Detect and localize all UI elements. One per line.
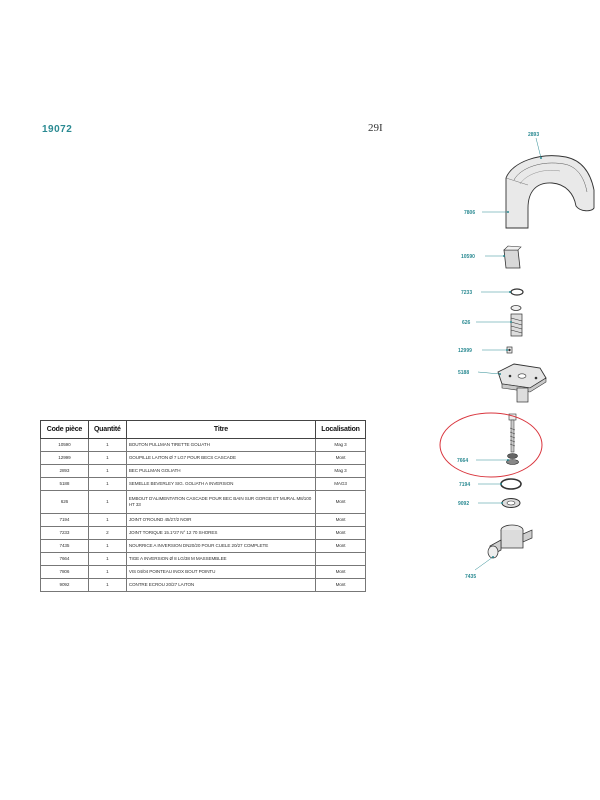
oring-part — [511, 289, 523, 295]
header-quantity: Quantité — [88, 421, 126, 439]
svg-text:7194: 7194 — [459, 482, 471, 488]
cell-qty: 2 — [88, 527, 126, 540]
callout-7233 — [461, 290, 511, 296]
cell-title: CONTRE ECROU 20/27 LAITON — [126, 579, 315, 592]
diverter-stem-part — [507, 414, 519, 465]
spout-part — [506, 156, 594, 228]
cell-code: 2893 — [41, 465, 89, 478]
callout-7435 — [465, 556, 494, 580]
header-title: Titre — [126, 421, 315, 439]
callout-2893 — [528, 132, 542, 159]
svg-text:7664: 7664 — [457, 458, 469, 464]
header-code: Code pièce — [41, 421, 89, 439]
svg-text:7435: 7435 — [465, 574, 477, 580]
cell-qty: 1 — [88, 553, 126, 566]
cell-title: EMBOUT D'ALIMENTATION CASCADE POUR BEC BAIN SUR GORGE ET MURAL M8/100 HT 33 — [126, 491, 315, 514]
cell-qty: 1 — [88, 514, 126, 527]
callout-626 — [462, 320, 512, 326]
cell-code: 12999 — [41, 452, 89, 465]
svg-text:626: 626 — [462, 320, 471, 326]
cell-location: Mont — [316, 514, 366, 527]
svg-text:7806: 7806 — [464, 210, 476, 216]
svg-text:9092: 9092 — [458, 501, 470, 507]
cell-title: JOINT O'ROUND 45/27/2 NOIR — [126, 514, 315, 527]
svg-text:7233: 7233 — [461, 290, 473, 296]
callout-5188 — [458, 370, 501, 376]
cell-code: 9092 — [41, 579, 89, 592]
cell-code: 7233 — [41, 527, 89, 540]
cell-code: 7806 — [41, 566, 89, 579]
cell-code: 7435 — [41, 540, 89, 553]
highlight-circle — [440, 413, 542, 477]
manifold-part — [488, 525, 532, 558]
cell-title: BOUTON PULLMAN TIRETTE GOLIATH — [126, 439, 315, 452]
cell-qty: 1 — [88, 491, 126, 514]
header-location: Localisation — [316, 421, 366, 439]
page-number: 29I — [368, 122, 383, 134]
cell-qty: 1 — [88, 478, 126, 491]
svg-text:5188: 5188 — [458, 370, 470, 376]
cell-code: 10590 — [41, 439, 89, 452]
base-plate-part — [498, 364, 546, 402]
knob-part — [504, 246, 521, 268]
cell-qty: 1 — [88, 452, 126, 465]
cell-code: 626 — [41, 491, 89, 514]
cell-code: 7664 — [41, 553, 89, 566]
cell-title: SEMELLE BEVERLEY SIG. GOLIATH A INVERSION — [126, 478, 315, 491]
cell-code: 7194 — [41, 514, 89, 527]
cell-location: Mont — [316, 527, 366, 540]
cell-location: Mont — [316, 540, 366, 553]
cell-qty: 1 — [88, 540, 126, 553]
cell-location: MAG3 — [316, 478, 366, 491]
cell-location: Mont — [316, 491, 366, 514]
callout-7194 — [459, 482, 502, 488]
spring-fitting-part — [511, 306, 522, 337]
cell-location: Mag 3 — [316, 439, 366, 452]
cell-title: NOURRICE A INVERSION DN20/20 POUR CUELE 20/27 COMPLETE — [126, 540, 315, 553]
callout-9092 — [458, 501, 503, 507]
cell-title: GOUPILLE LAITON Ø 7 LG7 POUR BECS CASCADE — [126, 452, 315, 465]
svg-text:10590: 10590 — [461, 254, 475, 260]
cell-location: Mont — [316, 579, 366, 592]
cell-title: BEC PULLMAN GOLIATH — [126, 465, 315, 478]
cell-qty: 1 — [88, 566, 126, 579]
callout-7806 — [464, 210, 509, 216]
cell-location: Mont — [316, 452, 366, 465]
callout-12999 — [458, 348, 508, 354]
callout-7664 — [457, 458, 509, 464]
cell-qty: 1 — [88, 439, 126, 452]
cell-code: 5188 — [41, 478, 89, 491]
svg-text:2893: 2893 — [528, 132, 540, 138]
document-number: 19072 — [42, 124, 73, 135]
locknut-part — [502, 499, 520, 508]
gasket-part — [501, 479, 521, 489]
cell-location: Mont — [316, 566, 366, 579]
cell-location: Mag 3 — [316, 465, 366, 478]
cell-title: JOINT TORIQUE 15.1*27 N° 12 70 SHORES — [126, 527, 315, 540]
cell-title: TIGE A INVERSION Ø 8 LG/38 M MASSEMBLEE — [126, 553, 315, 566]
svg-text:12999: 12999 — [458, 348, 472, 354]
callout-10590 — [461, 254, 505, 260]
cell-qty: 1 — [88, 465, 126, 478]
cell-qty: 1 — [88, 579, 126, 592]
cell-title: VIS 04/04 POINTEAU INOX BOUT POINTU — [126, 566, 315, 579]
